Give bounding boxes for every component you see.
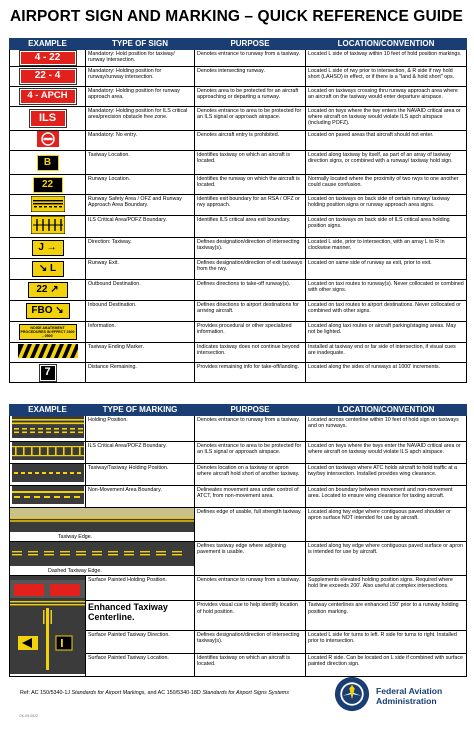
ils-boundary-marking [12, 442, 84, 460]
purpose-cell: Denotes intersecting runway. [195, 67, 306, 87]
purpose-cell: Denotes entrance to runway from a taxiway. [195, 50, 306, 67]
header-purpose: PURPOSE [195, 405, 306, 416]
header-example: EXAMPLE [10, 39, 86, 50]
taxiway-ending-marker [18, 344, 78, 358]
taxiway-location-sign: B [37, 155, 59, 171]
purpose-cell: Identifies exit boundary for an RSA / OFZ or rwy approach. [195, 195, 306, 216]
table-row [10, 131, 467, 151]
location-cell: Installed at taxiway end or far side of intersection, if visual cues are inadequate. [306, 343, 467, 363]
type-cell: Taxiway/Taxiway Holding Position. [86, 464, 195, 486]
no-entry-icon [37, 131, 59, 147]
location-cell: Located along twy edge where contiguous paved surface or apron is intended for use by aircraft. [306, 542, 467, 576]
example-cell [10, 151, 86, 175]
purpose-cell: Denotes area to be protected for an aircraft approaching or departing a runway. [195, 87, 306, 107]
table-row [10, 508, 467, 542]
location-cell: Located on taxiways on back side of certain runway/ taxiway holding position signs or runway approach area signs. [306, 195, 467, 216]
type-cell: ILS Critical Area/POFZ Boundary. [86, 442, 195, 464]
location-cell: Located L side of rwy prior to intersection, & R side if rwy hold short (LAHSO) in effect, or if there is a "land & hold short" ops. [306, 67, 467, 87]
faa-seal-logo [334, 676, 370, 712]
table-row [10, 67, 467, 87]
mandatory-sign-22-4: 22 - 4 [20, 69, 76, 84]
header-location-convention: LOCATION/CONVENTION [306, 39, 467, 50]
ils-boundary-sign [31, 216, 65, 234]
holding-position-marking [12, 416, 84, 438]
reference-mid: and AC 150/5340-18D [147, 690, 201, 696]
non-movement-boundary-marking [12, 486, 84, 504]
location-cell: Located L side for turns to left. R side for turns to right. Installed prior to intersection. [306, 630, 467, 653]
type-cell: Taxiway Location. [86, 151, 195, 175]
table-row [10, 542, 467, 576]
location-cell: Located on taxi routes to runway(s). Never collocated or combined with other signs. [306, 280, 467, 301]
type-cell: ILS Critical Area/POFZ Boundary. [86, 216, 195, 238]
taxiway-edge-label: Taxiway Edge. [58, 534, 93, 541]
example-cell [10, 464, 86, 486]
table-row [10, 486, 467, 508]
purpose-cell: Defines edge of usable, full strength taxiway. [195, 508, 306, 542]
purpose-cell: Identifies the runway on which the aircraft is located. [195, 175, 306, 195]
outbound-destination-sign: 22 ↗ [28, 282, 68, 298]
direction-sign: J → [32, 240, 64, 256]
reference-title-1: Standards for Airport Markings, [71, 690, 146, 696]
type-cell: Runway Safety Area / OFZ and Runway Approach Area Boundary. [86, 195, 195, 216]
type-cell: Non-Movement Area Boundary. [86, 486, 195, 508]
type-cell: Surface Painted Taxiway Direction. [86, 630, 195, 653]
purpose-cell: Delineates movement area under control of ATCT, from non-movement area. [195, 486, 306, 508]
type-cell: Information. [86, 322, 195, 343]
table-row [10, 195, 467, 216]
signs-table [9, 38, 467, 383]
location-cell: Taxiway centerlines are enhanced 150' prior to a runway holding position marking. [306, 601, 467, 631]
example-cell [10, 131, 86, 151]
example-cell [10, 67, 86, 87]
purpose-cell: Identifies taxiway on which an aircraft is located. [195, 654, 306, 677]
location-cell: Located on same side of runway as exit, prior to exit. [306, 259, 467, 280]
location-cell: Supplements elevated holding position signs. Required where hold line exceeds 200'. Also useful at complex intersections. [306, 576, 467, 601]
location-cell: Located R side. Can be located on L side if combined with surface painted direction sign. [306, 654, 467, 677]
type-cell: Surface Painted Holding Position. [86, 576, 195, 601]
type-cell: Direction: Taxiway. [86, 238, 195, 259]
mandatory-sign-4-22: 4 - 22 [20, 51, 76, 65]
purpose-cell: Denotes entrance to area to be protected for an ILS signal or approach airspace. [195, 442, 306, 464]
purpose-cell: Denotes entrance to area to be protected for an ILS signal or approach airspace. [195, 107, 306, 131]
header-location-convention: LOCATION/CONVENTION [306, 405, 467, 416]
table-row [10, 363, 467, 383]
location-cell: Located L side, prior to intersection, with an array L to R in clockwise manner. [306, 238, 467, 259]
table-row [10, 151, 467, 175]
purpose-cell: Defines designation/direction of exit taxiways from the rwy. [195, 259, 306, 280]
example-cell [10, 363, 86, 383]
example-cell [10, 416, 86, 442]
example-cell [10, 322, 86, 343]
type-cell: Inbound Destination. [86, 301, 195, 322]
location-cell: Located along the sides of runways at 1000' increments. [306, 363, 467, 383]
table-row [10, 442, 467, 464]
agency-name-line-1: Federal Aviation [376, 686, 443, 696]
example-cell [10, 542, 195, 576]
taxiway-edge-marking [10, 508, 195, 532]
location-cell: Located on taxi routes to airport destinations. Never collocated or combined with other signs. [306, 301, 467, 322]
type-cell: Mandatory: Hold position for taxiway/ runway intersection. [86, 50, 195, 67]
table-row [10, 280, 467, 301]
location-cell: Located along taxiway by itself, as part of an array of taxiway direction signs, or combined with a runway/ taxiway hold sign. [306, 151, 467, 175]
runway-location-sign: 22 [33, 177, 63, 193]
agency-name [376, 686, 442, 706]
location-cell: Located on taxiways where ATC holds aircraft to hold traffic at a twy/twy intersection. Installed provides wing clearance. [306, 464, 467, 486]
type-cell: Holding Position. [86, 416, 195, 442]
purpose-cell: Defines designation/direction of intersecting taxiway(s). [195, 630, 306, 653]
location-cell: Located on twys where the twys enter the NAVAID critical area or where aircraft on taxiway would violate ILS apch airspace. [306, 442, 467, 464]
markings-table [9, 404, 467, 677]
table-row [10, 416, 467, 442]
example-cell [10, 87, 86, 107]
example-cell [10, 175, 86, 195]
location-cell: Located on boundary between movement and non-movement area. Located to ensure wing clearance for taxiing aircraft. [306, 486, 467, 508]
information-sign: NOISE ABATEMENT PROCEDURES IN EFFECT 2300 - 0500 [19, 324, 77, 340]
purpose-cell: Denotes aircraft entry is prohibited. [195, 131, 306, 151]
example-cell [10, 508, 195, 542]
location-cell: Located across centerline within 10 feet of hold sign on taxiways and on runways. [306, 416, 467, 442]
runway-exit-sign: ↘ L [32, 261, 64, 277]
document-code: OK-09-0622 [19, 714, 39, 718]
type-cell: Mandatory: Holding position for runway approach area. [86, 87, 195, 107]
purpose-cell: Identifies taxiway on which an aircraft is located. [195, 151, 306, 175]
type-cell: Mandatory: Holding position for ILS critical area/precision obstacle free zone. [86, 107, 195, 131]
rsa-boundary-sign [31, 196, 65, 212]
purpose-cell: Indicates taxiway does not continue beyond intersection. [195, 343, 306, 363]
example-cell [10, 442, 86, 464]
example-cell [10, 238, 86, 259]
mandatory-sign-apch: 4 - APCH [20, 89, 76, 104]
table-row [10, 107, 467, 131]
purpose-cell: Provides remaining info for take-off/landing. [195, 363, 306, 383]
example-cell [10, 50, 86, 67]
signs-table-header [10, 39, 467, 50]
table-row [10, 343, 467, 363]
distance-remaining-sign: 7 [40, 365, 56, 381]
location-cell: Located L side of taxiway within 10 feet of hold position markings. [306, 50, 467, 67]
page-title: AIRPORT SIGN AND MARKING – QUICK REFERENCE GUIDE [10, 8, 463, 25]
type-cell: Outbound Destination. [86, 280, 195, 301]
mandatory-sign-ils: ILS [30, 110, 66, 127]
type-cell: Taxiway Ending Marker. [86, 343, 195, 363]
location-cell: Located on taxiways crossing thru runway approach area where an aircraft on the taxiway would enter departure airspace. [306, 87, 467, 107]
type-cell: Distance Remaining. [86, 363, 195, 383]
purpose-cell: Defines directions to airport destinations for arriving aircraft. [195, 301, 306, 322]
type-cell: Runway Location. [86, 175, 195, 195]
location-cell: Normally located where the proximity of two rwys to one another could cause confusion. [306, 175, 467, 195]
table-row [10, 238, 467, 259]
markings-table-header [10, 405, 467, 416]
purpose-cell: Defines designation/direction of intersecting taxiway(s). [195, 238, 306, 259]
header-type-of-sign: TYPE OF SIGN [86, 39, 195, 50]
example-cell [10, 486, 86, 508]
table-row [10, 50, 467, 67]
reference-prefix: Ref: AC 150/5340-1J [20, 690, 71, 696]
agency-name-line-2: Administration [376, 696, 437, 706]
table-row [10, 322, 467, 343]
type-cell: Mandatory: No entry. [86, 131, 195, 151]
inbound-destination-sign: FBO ↘ [26, 303, 70, 319]
type-cell: Enhanced Taxiway Centerline. [86, 601, 195, 631]
example-cell [10, 107, 86, 131]
purpose-cell: Defines taxiway edge where adjoining pavement is usable. [195, 542, 306, 576]
purpose-cell: Denotes location on a taxiway or apron where aircraft hold short of another taxiway. [195, 464, 306, 486]
purpose-cell: Denotes entrance to runway from a taxiway. [195, 416, 306, 442]
taxiway-holding-position-marking [12, 464, 84, 482]
example-cell [10, 216, 86, 238]
table-row [10, 175, 467, 195]
table-row [10, 259, 467, 280]
reference-footnote [20, 690, 289, 696]
type-cell: Surface Painted Taxiway Location. [86, 654, 195, 677]
example-cell [10, 259, 86, 280]
purpose-cell: Defines directions to take-off runway(s). [195, 280, 306, 301]
purpose-cell: Provides procedural or other specialized information. [195, 322, 306, 343]
table-row [10, 301, 467, 322]
purpose-cell: Denotes entrance to runway from a taxiway. [195, 576, 306, 601]
dashed-taxiway-edge-label: Dashed Taxiway Edge. [48, 568, 102, 575]
dashed-taxiway-edge-marking [10, 542, 195, 566]
table-row [10, 576, 467, 601]
table-row [10, 464, 467, 486]
location-cell: Located along taxi routes or aircraft parking/staging areas. May not be lighted. [306, 322, 467, 343]
purpose-cell: Identifies ILS critical area exit boundary. [195, 216, 306, 238]
location-cell: Located on taxiways on back side of ILS critical area holding position signs. [306, 216, 467, 238]
example-cell [10, 280, 86, 301]
header-type-of-marking: TYPE OF MARKING [86, 405, 195, 416]
example-cell [10, 343, 86, 363]
location-cell: Located on twys where the twy enters the NAVAID critical area or where aircraft on taxiway would violate ILS apch airspace (including POFZ). [306, 107, 467, 131]
table-row [10, 87, 467, 107]
example-cell [10, 301, 86, 322]
table-row [10, 216, 467, 238]
header-example: EXAMPLE [10, 405, 86, 416]
type-cell: Mandatory: Holding position for runway/runway intersection. [86, 67, 195, 87]
example-cell [10, 195, 86, 216]
header-purpose: PURPOSE [195, 39, 306, 50]
location-cell: Located on paved areas that aircraft should not enter. [306, 131, 467, 151]
reference-title-2: Standards for Airport Signs Systems [202, 690, 289, 696]
type-cell: Runway Exit. [86, 259, 195, 280]
location-cell: Located along twy edge where contiguous paved shoulder or apron surface NOT intended for use by aircraft. [306, 508, 467, 542]
surface-painted-signs-illustration [10, 576, 85, 674]
example-cell [10, 576, 86, 677]
purpose-cell: Provides visual cue to help identify location of hold position. [195, 601, 306, 631]
